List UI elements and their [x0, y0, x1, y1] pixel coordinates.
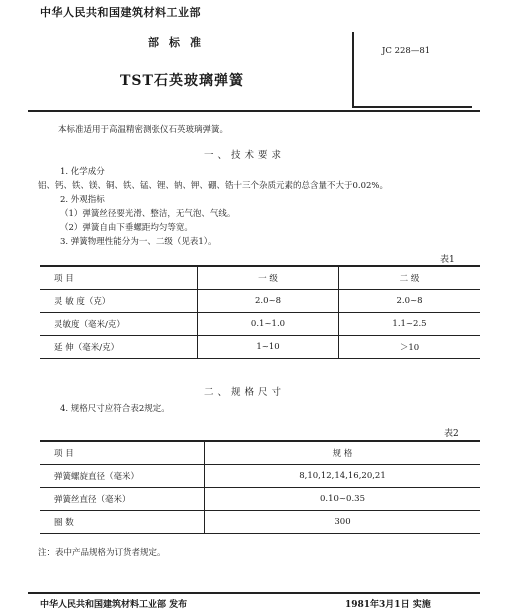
table-row — [40, 336, 480, 359]
section1-item: （1）弹簧丝径要光滑、整洁，无气泡、气线。 — [60, 209, 236, 219]
table-cell: 弹簧丝直径（毫米） — [40, 488, 205, 511]
table-cell: 1.1~2.5 — [339, 313, 481, 336]
section1-item: 铝、钙、铁、镁、铜、铁、锰、锂、钠、钾、硼、锆十三个杂质元素的总含量不大于0.02%。 — [38, 181, 389, 191]
footer-divider — [28, 592, 480, 594]
table-row — [40, 290, 480, 313]
table-header-cell: 二 级 — [339, 266, 481, 290]
table-header-cell: 一 级 — [198, 266, 339, 290]
ministry-name: 中华人民共和国建筑材料工业部 — [40, 6, 201, 19]
table-row — [40, 313, 480, 336]
table-header-cell: 规 格 — [205, 441, 481, 465]
table-cell: 延 伸（毫米/克） — [40, 336, 198, 359]
section1-heading: 一、技术要求 — [204, 150, 286, 161]
section1-item: 2. 外观指标 — [60, 195, 105, 205]
table-cell: 300 — [205, 511, 481, 534]
section1-item: 1. 化学成分 — [60, 167, 105, 177]
table-cell: 0.10~0.35 — [205, 488, 481, 511]
table2-label: 表2 — [444, 429, 459, 439]
table-header-cell: 项 目 — [40, 441, 205, 465]
section2-item: 4. 规格尺寸应符合表2规定。 — [60, 404, 170, 414]
table-cell: 2.0~8 — [339, 290, 481, 313]
table1 — [40, 265, 480, 359]
table-note: 注：表中产品规格为订货者规定。 — [38, 548, 166, 558]
table-cell: 0.1~1.0 — [198, 313, 339, 336]
table-cell: 1~10 — [198, 336, 339, 359]
section1-item: 3. 弹簧物理性能分为一、二级（见表1）。 — [60, 237, 217, 247]
table1-label: 表1 — [440, 255, 455, 265]
table-header-cell: 项 目 — [40, 266, 198, 290]
table-row — [40, 511, 480, 534]
standard-type: 部标准 — [148, 36, 211, 49]
table-cell: 8,10,12,14,16,20,21 — [205, 465, 481, 488]
header-divider — [28, 110, 480, 112]
table-cell: ＞10 — [339, 336, 481, 359]
table-cell: 圈 数 — [40, 511, 205, 534]
table-header-row — [40, 441, 480, 465]
document-title: TST石英玻璃弹簧 — [120, 73, 244, 89]
table2 — [40, 440, 480, 534]
footer-date: 1981年3月1日 实施 — [345, 600, 431, 610]
section1-item: （2）弹簧自由下垂螺距均匀等宽。 — [60, 223, 193, 233]
table-cell: 弹簧螺旋直径（毫米） — [40, 465, 205, 488]
section2-heading: 二、规格尺寸 — [204, 387, 286, 398]
table-cell: 灵 敏 度（克） — [40, 290, 198, 313]
table-cell: 2.0~8 — [198, 290, 339, 313]
standard-code-box — [352, 32, 472, 108]
standard-code: JC 228—81 — [382, 46, 431, 56]
footer-issuer: 中华人民共和国建筑材料工业部 发布 — [40, 600, 188, 610]
table-header-row — [40, 266, 480, 290]
table-row — [40, 465, 480, 488]
table-cell: 灵敏度（毫米/克） — [40, 313, 198, 336]
table-row — [40, 488, 480, 511]
scope-statement: 本标准适用于高温精密测张仪石英玻璃弹簧。 — [58, 125, 229, 135]
